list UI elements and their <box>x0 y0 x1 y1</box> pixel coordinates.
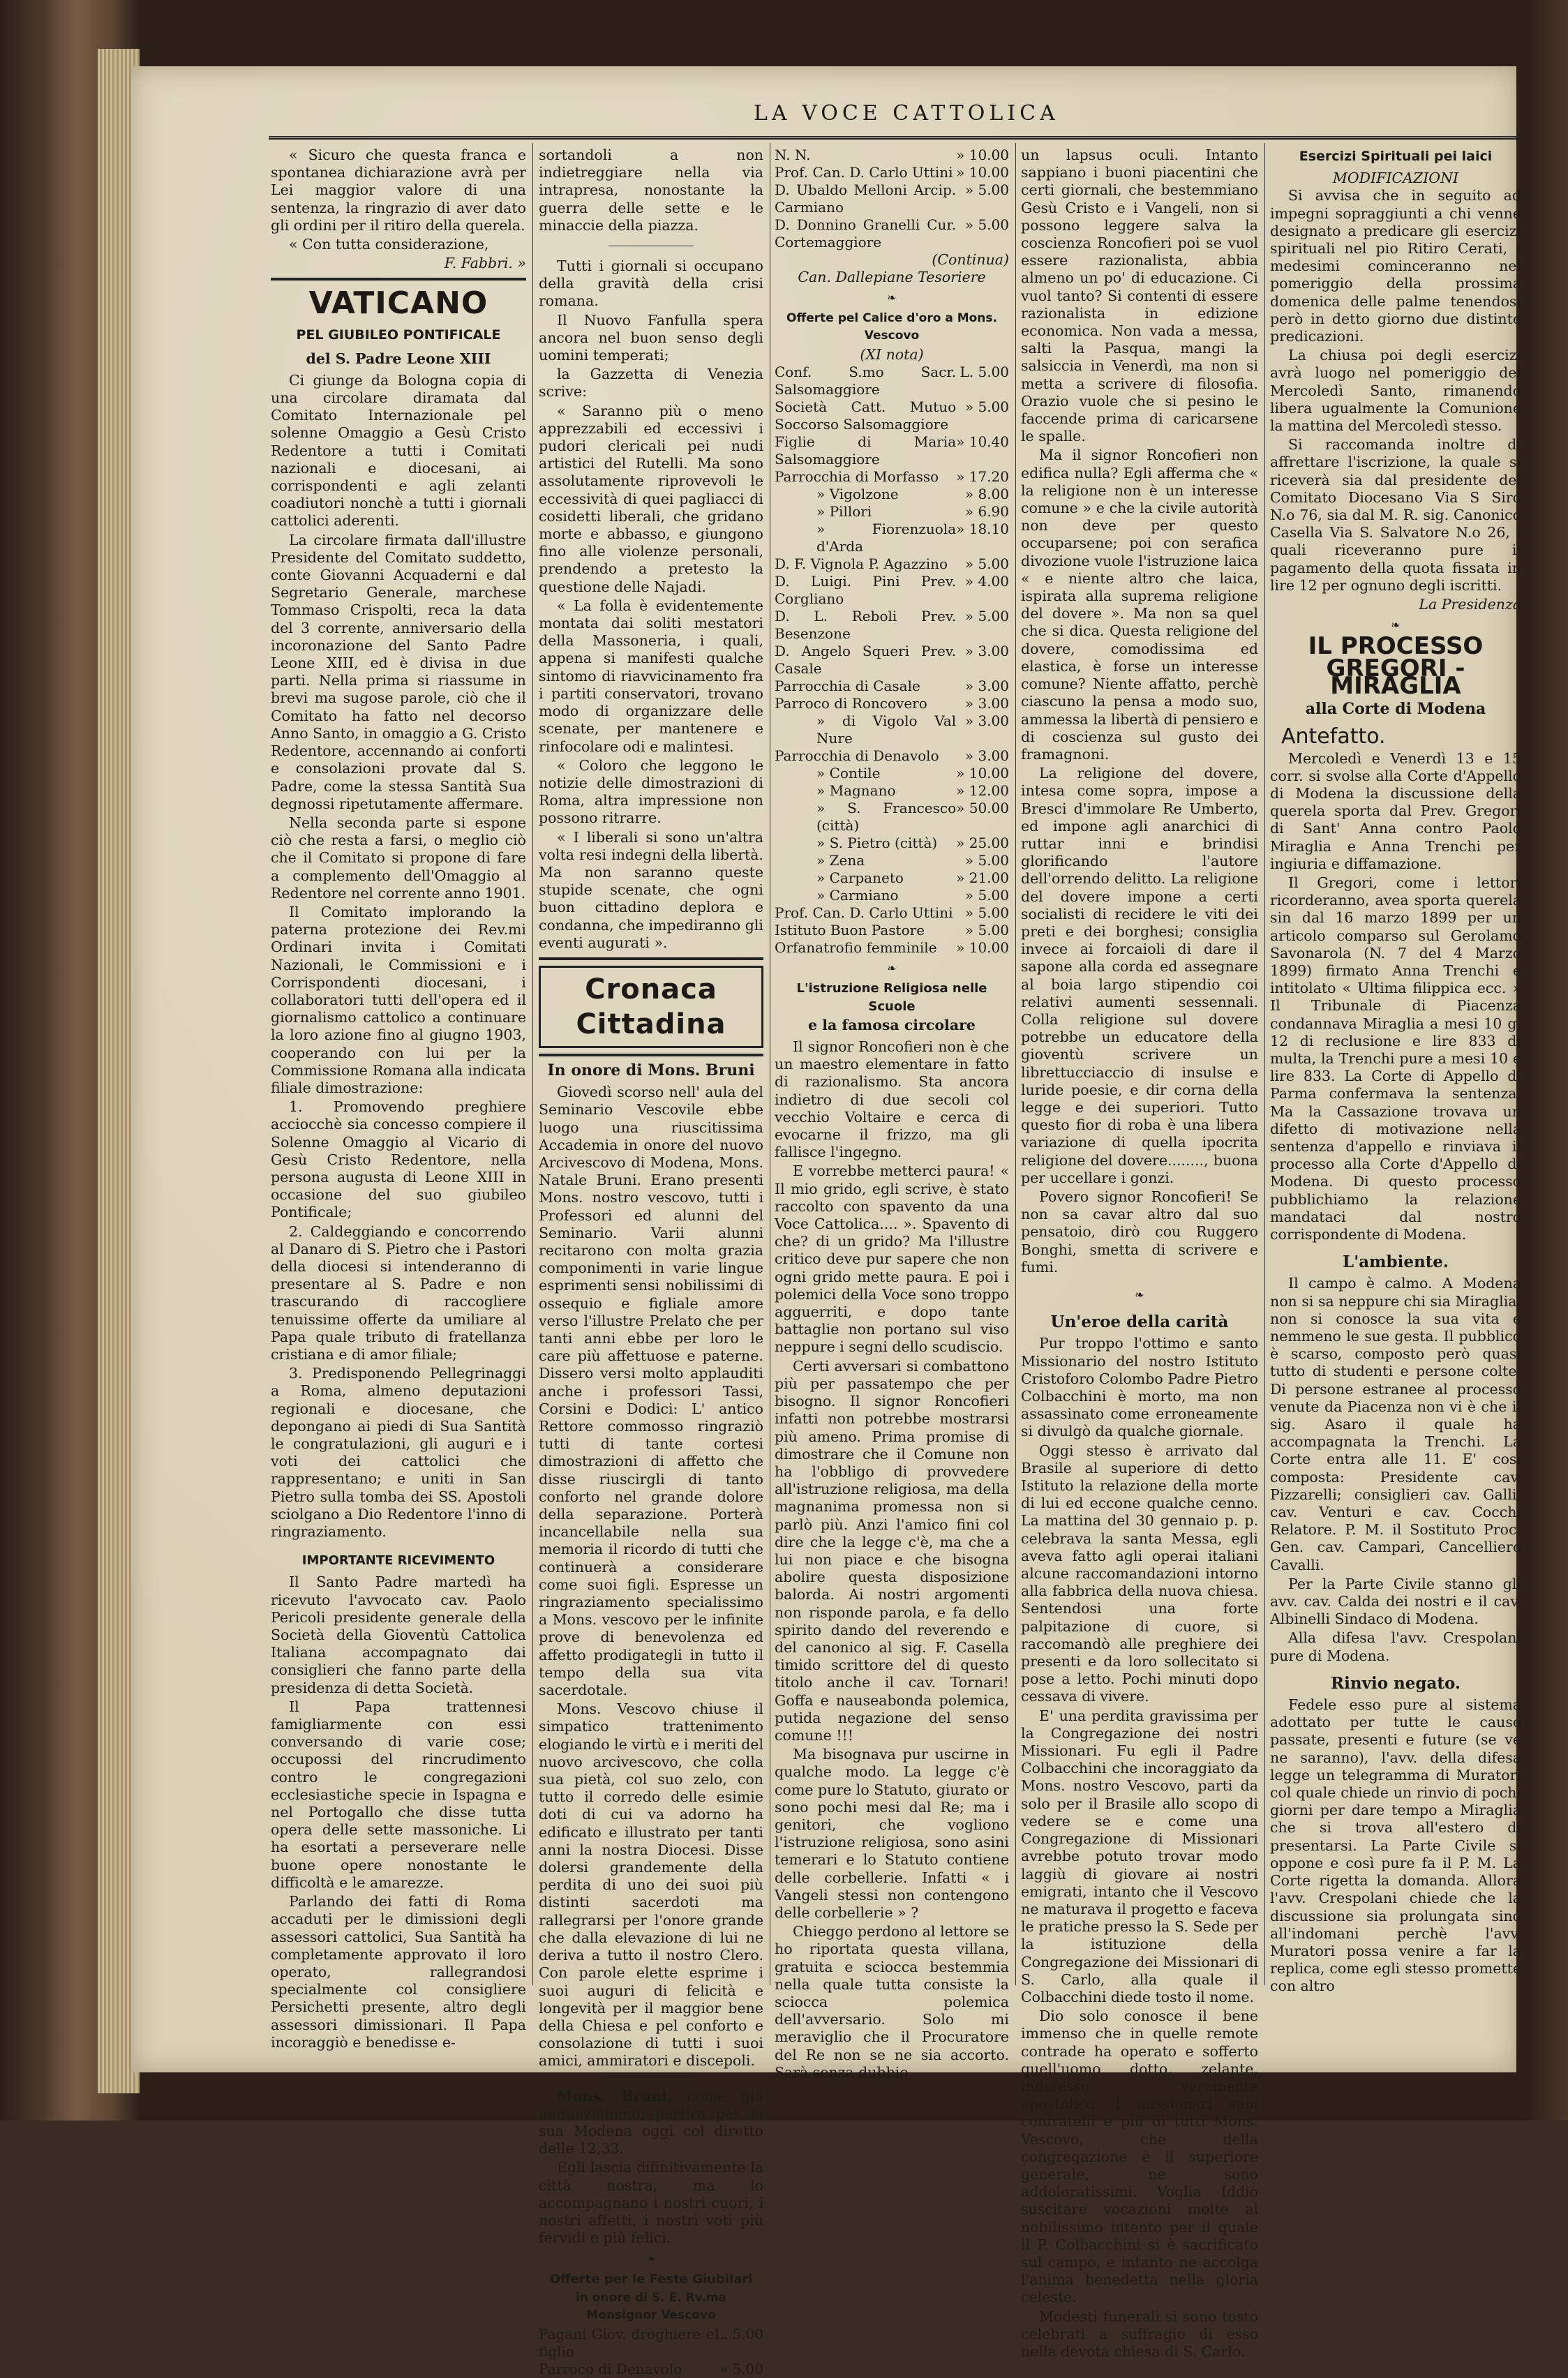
table-row <box>775 869 1009 887</box>
donor-name: Prof. Can. D. Carlo Uttini <box>775 904 953 922</box>
table-row <box>775 712 1009 747</box>
process-title: GREGORI - MIRAGLIA <box>1326 654 1465 700</box>
donation-amount: » 10.00 <box>956 765 1009 782</box>
donor-name: D. Luigi. Pini Prev. Corgliano <box>775 573 957 608</box>
article-paragraph: Mercoledì e Venerdì 13 e 15 corr. si svolse alla Corte d'Appello di Modena la discussione della querela sporta dal Prev. Gregori di Sant' Anna contro Paolo Miraglia e Anna Trenchi per ingiuria e diffamazione. <box>1270 749 1521 872</box>
article-subheading: del S. Padre Leone XIII <box>306 350 491 367</box>
article-paragraph: Oggi stesso è arrivato dal Brasile al superiore di detto Istituto la relazione della morte di lui ed eccone qualche cenno. La mattina del 30 gennaio p. p. celebrava la santa Messa, egli aveva fatto agli operai italiani alcune raccomandazioni intorno alla fabbrica della nuova chiesa. Sentendosi una forte palpitazione di cuore, si raccomandò alle preghiere dei presenti e da loro sollecitato si pose a letto. Pochi minuti dopo cessava di vivere. <box>1021 1442 1258 1705</box>
column-rule <box>1015 143 1016 1985</box>
article-paragraph: come già annunziammo, partirà per la sua Modena oggi col diretto delle 12,33. <box>539 2087 763 2158</box>
table-row <box>775 800 1009 835</box>
article-paragraph: Si raccomanda inoltre di affrettare l'iscrizione, la quale si riceverà sia dal presidente del Comitato Diocesano Via S Siro N.o 76, sia dal M. R. sig. Canonico Casella Via S. Salvatore N.o 26, i quali riceveranno pure il pagamento della quota fissata in lire 12 per ognuno degli iscritti. <box>1270 436 1521 594</box>
article-paragraph: Parlando dei fatti di Roma accaduti per le dimissioni degli assessori cattolici, Sua Santità ha completamente approvato il loro operato, rallegrandosi specialmente col consigliere Persichetti presente, altro degli assessori dimissionari. Il Papa incoraggiò e benedisse e- <box>271 1893 526 2051</box>
article-heading: In onore di Mons. Bruni <box>547 1061 755 1079</box>
table-row <box>775 468 1009 486</box>
signature: F. Fabbri. » <box>444 255 526 272</box>
donation-amount: » 3.00 <box>964 678 1009 695</box>
article-paragraph: Chieggo perdono al lettore se ho riportata questa villana, gratuita e sciocca bestemmia nella quale tutta consiste la sciocca polemica dell'avversario. Solo mi meraviglio che il Procuratore del Re non se ne sia accorto. Sarà senza dubbio <box>775 1923 1009 2081</box>
column-rule <box>532 143 533 1985</box>
article-heading: Offerte pel Calice d'oro a Mons. Vescovo <box>786 311 997 343</box>
table-row <box>775 555 1009 573</box>
donor-name: » Carmiano <box>816 887 899 904</box>
ornament: ❧ <box>1391 618 1401 632</box>
article-paragraph: la Gazzetta di Venezia scrive: <box>539 366 763 401</box>
article-paragraph: Giovedì scorso nell' aula del Seminario Vescovile ebbe luogo una riuscitissima Accademia in onore del nuovo Arcivescovo di Modena, Mons. Natale Bruni. Erano presenti Mons. nostro vescovo, tutti i Professori ed alunni del Seminario. Varii alunni recitarono con molta grazia componimenti in varie lingue esprimenti sensi nobilissimi di ossequio e figliale amore verso l'illustre Prelato che per tanti anni ebbe per loro le care più affettuose e paterne. Dissero versi molto applauditi anche i professori Tassi, Corsini e Dodici: L' antico Rettore commosso ringraziò tutti di tante cortesi dimostrazioni di affetto che disse riuscirgli di tanto conforto nel grande dolore della separazione. Porterà incancellabile nella sua memoria il ricordo di tutti che continuerà a considerare come suoi figli. Espresse un ringraziamento specialissimo a Mons. vescovo per le infinite prove di benevolenza ed affetto prodigategli in tutto il tempo della sua vita sacerdotale. <box>539 1084 763 1699</box>
donor-name: Figlie di Maria Salsomaggiore <box>775 433 957 468</box>
donation-amount: » 3.00 <box>964 643 1009 660</box>
donation-amount: » 6.90 <box>964 503 1009 521</box>
ornament: ❧ <box>887 962 897 975</box>
article-paragraph: Mons. Vescovo chiuse il simpatico trattenimento elogiando le virtù e i meriti del nuovo arcivescovo, che colla sua pietà, col suo zelo, con tutto il corredo delle esimie doti di cui va adorno ha edificato e illustrato per tanti anni la nostra Diocesi. Disse dolersi grandemente della perdita di uno dei suoi più distinti sacerdoti ma rallegrarsi per l'onore grande che dalla elevazione di lui ne deriva a tutto il nostro Clero. Con parole elette esprime i suoi auguri di felicità e longevità per il maggior bene della Chiesa e pel conforto e consolazione di tutti i suoi amici, ammiratori e discepoli. <box>539 1700 763 2070</box>
column-rule <box>1264 143 1265 1985</box>
donation-amount: » 10.40 <box>956 433 1009 451</box>
intro-paragraph: « Con tutta considerazione, <box>289 236 489 253</box>
table-row <box>775 364 1009 398</box>
column-4 <box>1021 147 1258 2360</box>
offers-table <box>539 2326 763 2378</box>
article-paragraph: Il campo è calmo. A Modena non si sa neppure chi sia Miraglia, non si conosce la sua vita e nemmeno le sue gesta. Il pubblico è scarso, composto però quasi tutto di studenti e persone colte. Di persone estranee al processo venute da Piacenza non vi è che il sig. Asaro il quale ha accompagnata la Trenchi. La Corte entra alle 11. E' così composta: Presidente cav. Pizzarelli; consiglieri cav. Galli, cav. Venturi e cav. Cocchi Relatore. P. M. il Sostituto Proc. Gen. cav. Campari, Cancelliere Cavalli. <box>1270 1275 1521 1573</box>
donation-amount: » 8.00 <box>964 486 1009 503</box>
process-subtitle: alla Corte di Modena <box>1305 700 1486 719</box>
article-heading: Esercizi Spirituali pei laici <box>1299 149 1493 164</box>
article-heading: L'ambiente. <box>1343 1252 1449 1272</box>
article-paragraph: Si avvisa che in seguito ad impegni sopraggiunti a chi venne designato a predicare gli esercizi spirituali nel pio Ritiro Cerati, i medesimi cominceranno nel pomeriggio della prossima domenica delle palme tenendosi però in detto giorno due distinte predicazioni. <box>1270 187 1521 345</box>
article-paragraph: Fedele esso pure al sistema adottato per tutte le cause passate, presenti e future (se ve ne saranno), l'avv. della difesa legge un telegramma di Muratori col quale chiede un rinvio di pochi giorni per dare tempo a Miraglia che si trova all'estero di presentarsi. La Parte Civile si oppone e così pure fa il P. M. La Corte rigetta la domanda. Allora l'avv. Crespolani chiede che la discussione sia prolungata sino all'indomani perchè l'avv. Muratori possa venire a far la replica, come egli stesso promette con altro <box>1270 1696 1521 1995</box>
header-rule <box>269 136 1518 140</box>
section-title-vaticano: VATICANO <box>308 285 488 322</box>
ornament: ❧ <box>646 2252 656 2266</box>
donor-name: Orfanatrofio femminile <box>775 939 937 957</box>
masthead: LA VOCE CATTOLICA <box>754 101 1059 126</box>
article-paragraph: 1. Promovendo preghiere acciocchè sia concesso compiere il Solenne Omaggio al Vicario di Gesù Cristo Redentore, nella persona augusta di Leone XIII in occasione del suo giubileo Pontificale; <box>271 1098 526 1221</box>
table-row <box>775 678 1009 695</box>
article-heading: PEL GIUBILEO PONTIFICALE <box>296 327 501 343</box>
article-paragraph: Dio solo conosce il bene immenso che in quelle remote contrade ha operato e sofferto quell'uomo dotto, zelante, indefesso, veramente apostolico. I missionari suoi confratelli e più di tutti Mons. Vescovo, che della congregazione è il superiore generale, ne sono addoloratissimi. Voglia Iddio suscitare vocazioni molte al nobilissimo intento per il quale il P. Colbacchini si è sacrificato sul campo, e intanto ne accolga l'anima benedetta nella gloria celeste. <box>1021 2007 1258 2306</box>
table-row <box>775 852 1009 869</box>
ornament: ❧ <box>887 291 897 305</box>
donor-name: » Carpaneto <box>816 869 904 887</box>
donor-name: » Zena <box>816 852 865 869</box>
section-rule <box>539 957 763 960</box>
donation-amount: » 5.00 <box>964 904 1009 922</box>
donation-amount: » 50.00 <box>956 800 1009 817</box>
article-subheading: in onore di S. E. Rv.ma Monsignor Vescovo <box>575 2290 727 2322</box>
donation-amount: » 3.00 <box>964 695 1009 712</box>
donation-amount: » 3.00 <box>964 747 1009 765</box>
donor-name: Parrocchia di Casale <box>775 678 920 695</box>
article-heading: Un'eroe della carità <box>1050 1313 1229 1332</box>
article-paragraph: « Coloro che leggono le notizie delle dimostrazioni di Roma, altra impressione non possono ritrarre. <box>539 756 763 827</box>
article-paragraph: Certi avversari si combattono più per passatempo che per bisogno. Il signor Roncofieri infatti non potrebbe mostrarsi più ameno. Prima promise di dimostrare che il Comune non ha l'obbligo di provvedere all'istruzione religiosa, ma della magnanima promessa non si parlò più. Anzi l'amico fini col dire che la legge c'è, ma che a lui non piace e che bisogna abolire questa disposizione balorda. Ai nostri argomenti non risponde parola, e fa dello spirito dando del reverendo e del canonico al sig. F. Casella timido scrittore del di questo titolo anche il cav. Tornari! Goffa e nauseabonda polemica, putida negazione del senso comune !!! <box>775 1357 1009 1744</box>
donor-name: » Pillori <box>816 503 872 521</box>
column-5 <box>1270 147 1521 1995</box>
donor-name: D. L. Reboli Prev. Besenzone <box>775 608 957 643</box>
article-paragraph: Nella seconda parte si espone ciò che resta a farsi, o meglio ciò che il Comitato si propone di fare a complemento dell'Omaggio al Redentore nel corrente anno 1901. <box>271 814 526 902</box>
donation-amount: » 25.00 <box>956 835 1009 852</box>
treasurer-signature: Can. Dallepiane Tesoriere <box>798 269 986 286</box>
article-heading: Rinvio negato. <box>1331 1673 1461 1693</box>
article-paragraph: Per la Parte Civile stanno gli avv. cav. Calda dei nostri e il cav. Albinelli Sindaco di Modena. <box>1270 1575 1521 1628</box>
section-rule <box>539 1054 763 1056</box>
table-row <box>775 922 1009 939</box>
table-row <box>775 747 1009 765</box>
article-paragraph: Ma il signor Roncofieri non edifica nulla? Egli afferma che « la religione non è un interesse comune » e che la civile autorità non deve per questo occuparsene; poi con serafica divozione vuole l'istruzione laica « e niente altro che laica, ispirata alla suprema religione del dovere ». Ma non sa quel che si dica. Questa religione del dovere, comodissima ed elastica, è forse un interesse comune? Niente affatto, perchè ciascuno la pensa a modo suo, ammessa la libertà di pensiero e di coscienza sul gusto dei framagnoni. <box>1021 447 1258 763</box>
table-row <box>775 904 1009 922</box>
donation-list <box>775 147 1009 251</box>
column-2 <box>539 147 763 2378</box>
article-heading: Antefatto. <box>1281 724 1386 749</box>
donor-name: Parrocchia di Denavolo <box>775 747 939 765</box>
article-paragraph: La circolare firmata dall'illustre Presidente del Comitato suddetto, conte Giovanni Acquaderni e dal Segretario Generale, marchese Tommaso Crispolti, reca la data del 3 corrente, anniversario della incoronazione del Santo Padre Leone XIII, ed è divisa in due parti. Nella prima si riassume in brevi ma sugose parole, ciò che il Comitato ha fatto nel decorso Anno Santo, in omaggio a G. Cristo Redentore, accennando ai conforti e consolazioni provate dal S. Padre, come la stessa Santità Sua degnossi ripetutamente affermare. <box>271 531 526 812</box>
table-row <box>775 573 1009 608</box>
article-paragraph: 3. Predisponendo Pellegrinaggi a Roma, almeno deputazioni regionali e diocesane, che depongano ai piedi di Sua Santità le congratulazioni, gli auguri e i voti dei cattolici che rappresentano; e uniti in San Pietro sulla tomba dei SS. Apostoli sciolgano a Dio Redentore l'inno di ringraziamento. <box>271 1365 526 1541</box>
ornament: ❧ <box>1135 1288 1144 1301</box>
article-subheading: (XI nota) <box>860 346 924 364</box>
donor-name: Parroco di Roncovero <box>775 695 927 712</box>
article-paragraph: 2. Caldeggiando e concorrendo al Danaro di S. Pietro che i Pastori della diocesi si intenderanno di presentare al S. Padre e non trascurando di raccogliere tenuissime offerte da umiliare al Papa quale tributo di fratellanza cristiana e di amor filiale; <box>271 1222 526 1363</box>
article-paragraph: Il Gregori, come i lettori ricorderanno, avea sporta querela sin dal 16 marzo 1899 per un articolo comparso sul Gerolamo Savonarola (N. 7 del 4 Marzo 1899) firmato Anna Trenchi e intitolato « Ultima filippica ecc. » Il Tribunale di Piacenza condannava Miraglia a mesi 10 g. 12 di reclusione e lire 833 di multa, la Trenchi pure a mesi 10 e lire 833. La Corte di Appello di Parma confermava la sentenza. Ma la Cassazione trovava un difetto di motivazione nella sentenza d'appello e rinviava il processo alla Corte d'Appello di Modena. Di questo processo pubblichiamo la relazione mandataci dal nostro corrispondente di Modena. <box>1270 874 1521 1243</box>
donor-name: » S. Pietro (città) <box>816 835 938 852</box>
donor-name: » Fiorenzuola d'Arda <box>816 521 957 555</box>
donation-amount: » 18.10 <box>956 521 1009 538</box>
donor-name: D. F. Vignola P. Agazzino <box>775 555 948 573</box>
table-row: Pagani Giov. droghiere e figlio L. 5.00 <box>539 2326 763 2361</box>
table-row <box>775 608 1009 643</box>
article-paragraph: Tutti i giornali si occupano della gravità della crisi romana. <box>539 257 763 310</box>
table-row <box>775 695 1009 712</box>
section-rule <box>271 278 526 281</box>
donor-name: » S. Francesco (città) <box>816 800 957 835</box>
article-paragraph: Il Santo Padre martedì ha ricevuto l'avvocato cav. Paolo Pericoli presidente generale della Società della Gioventù Cattolica Italiana accompagnato dai consiglieri che fanno parte della presidenza di detta Società. <box>271 1573 526 1696</box>
donor-name: Parrocchia di Morfasso <box>775 468 939 486</box>
article-paragraph: « La folla è evidentemente montata dai soliti mestatori della Massoneria, i quali, appena si manifesti qualche sintomo di riavvicinamento fra i partiti conservatori, trovano modo di organizzare delle scenate, per mantenere e rinfocolare odi e malintesi. <box>539 597 763 755</box>
article-paragraph: Povero signor Roncofieri! Se non sa cavar altro dal suo pensatoio, dirò cou Ruggero Bonghi, smetta di scrivere e fumi. <box>1021 1188 1258 1276</box>
donation-amount: » 12.00 <box>956 782 1009 800</box>
donor-name: D. Angelo Squeri Prev. Casale <box>775 643 957 678</box>
table-row <box>775 835 1009 852</box>
donation-amount: » 5.00 <box>964 398 1009 416</box>
article-paragraph: La religione del dovere, intesa come sopra, impose a Bresci d'immolare Re Umberto, ed impone agli anarchici di ruttar inni e brindisi glorificando l'autore dell'orrendo delitto. La religione del dovere impone a certi socialisti di recidere le viti dei preti e dei borghesi; consiglia invece ai forcaioli di dare il sapone alla corda ed assegnare al boia largo stipendio coi relativi aumenti sessennali. Colla religione sul dovere potrebbe un educatore della gioventù scrivere un librettucciaccio di insulse e luride poesie, e dir corna della legge e dei superiori. Tutto questo fior di roba è una libera variazione di quella ipocrita religione del dovere........, buona per uccellare i gonzi. <box>1021 765 1258 1186</box>
donation-amount: » 17.20 <box>956 468 1009 486</box>
article-paragraph: La chiusa poi degli esercizi avrà luogo nel pomeriggio del Mercoledì Santo, rimanendo libera ugualmente la Comunione la mattina del Mercoledì stesso. <box>1270 347 1521 435</box>
donation-amount: » 10.00 <box>956 939 1009 957</box>
table-row <box>775 782 1009 800</box>
article-subheading: e la famosa circolare <box>808 1016 976 1033</box>
article-paragraph: Il signor Roncofieri non è che un maestro elementare in fatto di razionalismo. Sta ancora indietro di due secoli col vecchio Voltaire e cerca di evocarne il frizzo, ma gli fallisce l'ingegno. <box>775 1038 1009 1161</box>
article-paragraph: un lapsus oculi. Intanto sappiano i buoni piacentini che certi giornali, che bestemmiano Gesù Cristo e i Vangeli, non si possono leggere salva la coscienza Roncofieri poi se vuol essere razionalista, abbia almeno un po' di educazione. Ci vuol tanto? Si contenti di essere razionalista in edizione economica. Non vada a messa, salti la Pasqua, mangi la salsiccia in Venerdì, ma non si metta a scrivere di filosofia. Orazio vuole che si pesino le faccende prima di caricarsene le spalle. <box>1021 147 1258 445</box>
table-row <box>775 887 1009 904</box>
table-row: N. N. » 10.00 <box>775 147 1009 163</box>
continua-note: (Continua) <box>932 251 1009 268</box>
intro-paragraph: « Sicuro che questa franca e spontanea dichiarazione avrà per Lei maggior valore di una sentenza, la ringrazio di aver dato gli ordini per il ritiro della querela. <box>271 147 526 234</box>
donor-name: » di Vigolo Val Nure <box>816 712 957 747</box>
article-paragraph: Il Comitato implorando la paterna protezione dei Rev.mi Ordinari invita i Comitati Nazionali, le Commissioni e i Corrispondenti diocesani, i collaboratori tutti dell'opera ed il giornalismo cattolico a continuare la loro azione fino al giugno 1903, cooperando con lui per la Commissione Romana alla indicata filiale dimostrazione: <box>271 903 526 1096</box>
donation-list <box>775 364 1009 957</box>
section-title-cronaca: Cronaca Cittadina <box>539 966 763 1048</box>
donor-name: Conf. S.mo Sacr. Salsomaggiore <box>775 364 957 398</box>
donation-amount: » 5.00 <box>964 852 1009 869</box>
article-heading: Offerte per le Feste Giubilari <box>549 2271 753 2287</box>
article-paragraph: « Saranno più o meno apprezzabili ed eccessivi i pudori clericali pei nudi artistici del Rutelli. Ma sono assolutamente riprovevoli le eccessività di quei pagliacci di cosidetti liberali, che gridano morte e abbasso, e giungono fino alle violenze personali, prendendo a pretesto la questione delle Najadi. <box>539 402 763 595</box>
table-row: D. Ubaldo Melloni Arcip. Carmiano » 5.00 <box>775 181 1009 216</box>
donation-amount: » 5.00 <box>964 887 1009 904</box>
table-row <box>775 939 1009 957</box>
donation-amount: » 5.00 <box>964 555 1009 573</box>
article-paragraph: sortandoli a non indietreggiare nella via intrapresa, nonostante la guerra delle sette e le minaccie della piazza. <box>539 147 763 234</box>
bruni-lead: Mons. Bruni, <box>557 2087 673 2104</box>
donation-amount: L. 5.00 <box>960 364 1009 381</box>
donation-amount: » 4.00 <box>964 573 1009 590</box>
table-row <box>775 503 1009 521</box>
donor-name: Società Catt. Mutuo Soccorso Salsomaggiore <box>775 398 957 433</box>
article-paragraph: Ma bisognava pur uscirne in qualche modo. La legge c'è come pure lo Statuto, giurato or sono pochi mesi dal Re; ma i genitori, che vogliono l'istruzione religiosa, sono asini temerari e lo Statuto contiene delle corbellerie. Infatti « i Vangeli stessi non contengono delle corbellerie » ? <box>775 1746 1009 1921</box>
article-subheading: MODIFICAZIONI <box>1332 170 1459 187</box>
donor-name: » Contile <box>816 765 881 782</box>
article-heading: IMPORTANTE RICEVIMENTO <box>301 1553 495 1569</box>
table-row <box>775 433 1009 468</box>
signature: La Presidenza <box>1419 596 1521 613</box>
article-paragraph: Il Papa trattennesi famigliarmente con essi conversando di varie cose; occupossi del rincrudimento contro le congregazioni ecclesiastiche specie in Ispagna e nel Portogallo che disse tutta opera delle sette massoniche. Li ha esortati a perseverare nelle buone opere nonostante le difficoltà e le amarezze. <box>271 1698 526 1891</box>
article-paragraph: Modesti funerali si sono tosto celebrati a suffragio di esso nella devota chiesa di S. Carlo. <box>1021 2308 1258 2360</box>
donation-amount: » 3.00 <box>964 712 1009 730</box>
donation-amount: » 5.00 <box>964 608 1009 625</box>
article-paragraph: Pur troppo l'ottimo e santo Missionario del nostro Istituto Cristoforo Colombo Padre Pietro Colbacchini è morto, ma non assassinato come erroneamente si divulgò da qualche giornale. <box>1021 1335 1258 1440</box>
column-3 <box>775 147 1009 2081</box>
article-heading: L'istruzione Religiosa nelle Scuole <box>796 981 987 1014</box>
article-paragraph: E' una perdita gravissima per la Congregazione dei nostri Missionari. Fu egli il Padre Colbacchini che incoraggiato da Mons. nostro Vescovo, parti da solo per il Brasile allo scopo di vedere se e come una Congregazione di Missionari avrebbe potuto trovar modo laggiù di giovare ai nostri emigrati, intanto che il Vescovo ne maturava il progetto e faceva le pratiche presso la S. Sede per la istituzione della Congregazione dei Missionari di S. Carlo, alla quale il Colbacchini diede tosto il nome. <box>1021 1707 1258 2005</box>
article-paragraph: Ci giunge da Bologna copia di una circolare diramata dal Comitato Internazionale pel solenne Omaggio a Gesù Cristo Redentore a tutti i Comitati nazionali e diocesani, ai corrispondenti e agli zelanti coadiutori nonchè a tutti i giornali cattolici aderenti. <box>271 371 526 530</box>
table-row <box>775 486 1009 503</box>
article-paragraph: E vorrebbe metterci paura! « Il mio grido, egli scrive, è stato raccolto con spavento da una Voce Cattolica.... ». Spavento di che? di un grido? Ma l'illustre critico deve pur sapere che non ogni grido mette paura. E poi i polemici della Voce sono troppo agguerriti, e dopo tante battaglie non portano sul viso neppure i segni dello scudiscio. <box>775 1162 1009 1356</box>
process-title: IL PROCESSO <box>1308 632 1484 661</box>
donor-name: Istituto Buon Pastore <box>775 922 925 939</box>
article-paragraph: Alla difesa l'avv. Crespolani pure di Modena. <box>1270 1629 1521 1664</box>
table-row: Parroco di Denavolo » 5.00 <box>539 2361 763 2378</box>
table-row <box>775 398 1009 433</box>
table-row: D. Donnino Granelli Cur. Cortemaggiore » 5.00 <box>775 216 1009 250</box>
donation-amount: » 21.00 <box>956 869 1009 887</box>
donor-name: » Magnano <box>816 782 896 800</box>
article-paragraph: « I liberali si sono un'altra volta resi indegni della libertà. Ma non saranno queste stupide scenate, che ogni buon cittadino deplora e condanna, che impediranno gli eventi augurati ». <box>539 828 763 951</box>
column-1 <box>271 147 526 2051</box>
donation-amount: » 5.00 <box>964 922 1009 939</box>
table-row <box>775 521 1009 555</box>
table-row <box>775 643 1009 678</box>
article-paragraph: Il Nuovo Fanfulla spera ancora nel buon senso degli uomini temperati; <box>539 311 763 364</box>
article-paragraph: Egli lascia difinitivamente la città nostra, ma lo accompagnano i nostri cuori, i nostri affetti, i nostri voti più fervidi e più felici. <box>539 2159 763 2247</box>
table-row <box>775 765 1009 782</box>
table-row: Prof. Can. D. Carlo Uttini » 10.00 <box>775 164 1009 181</box>
donor-name: » Vigolzone <box>816 486 899 503</box>
